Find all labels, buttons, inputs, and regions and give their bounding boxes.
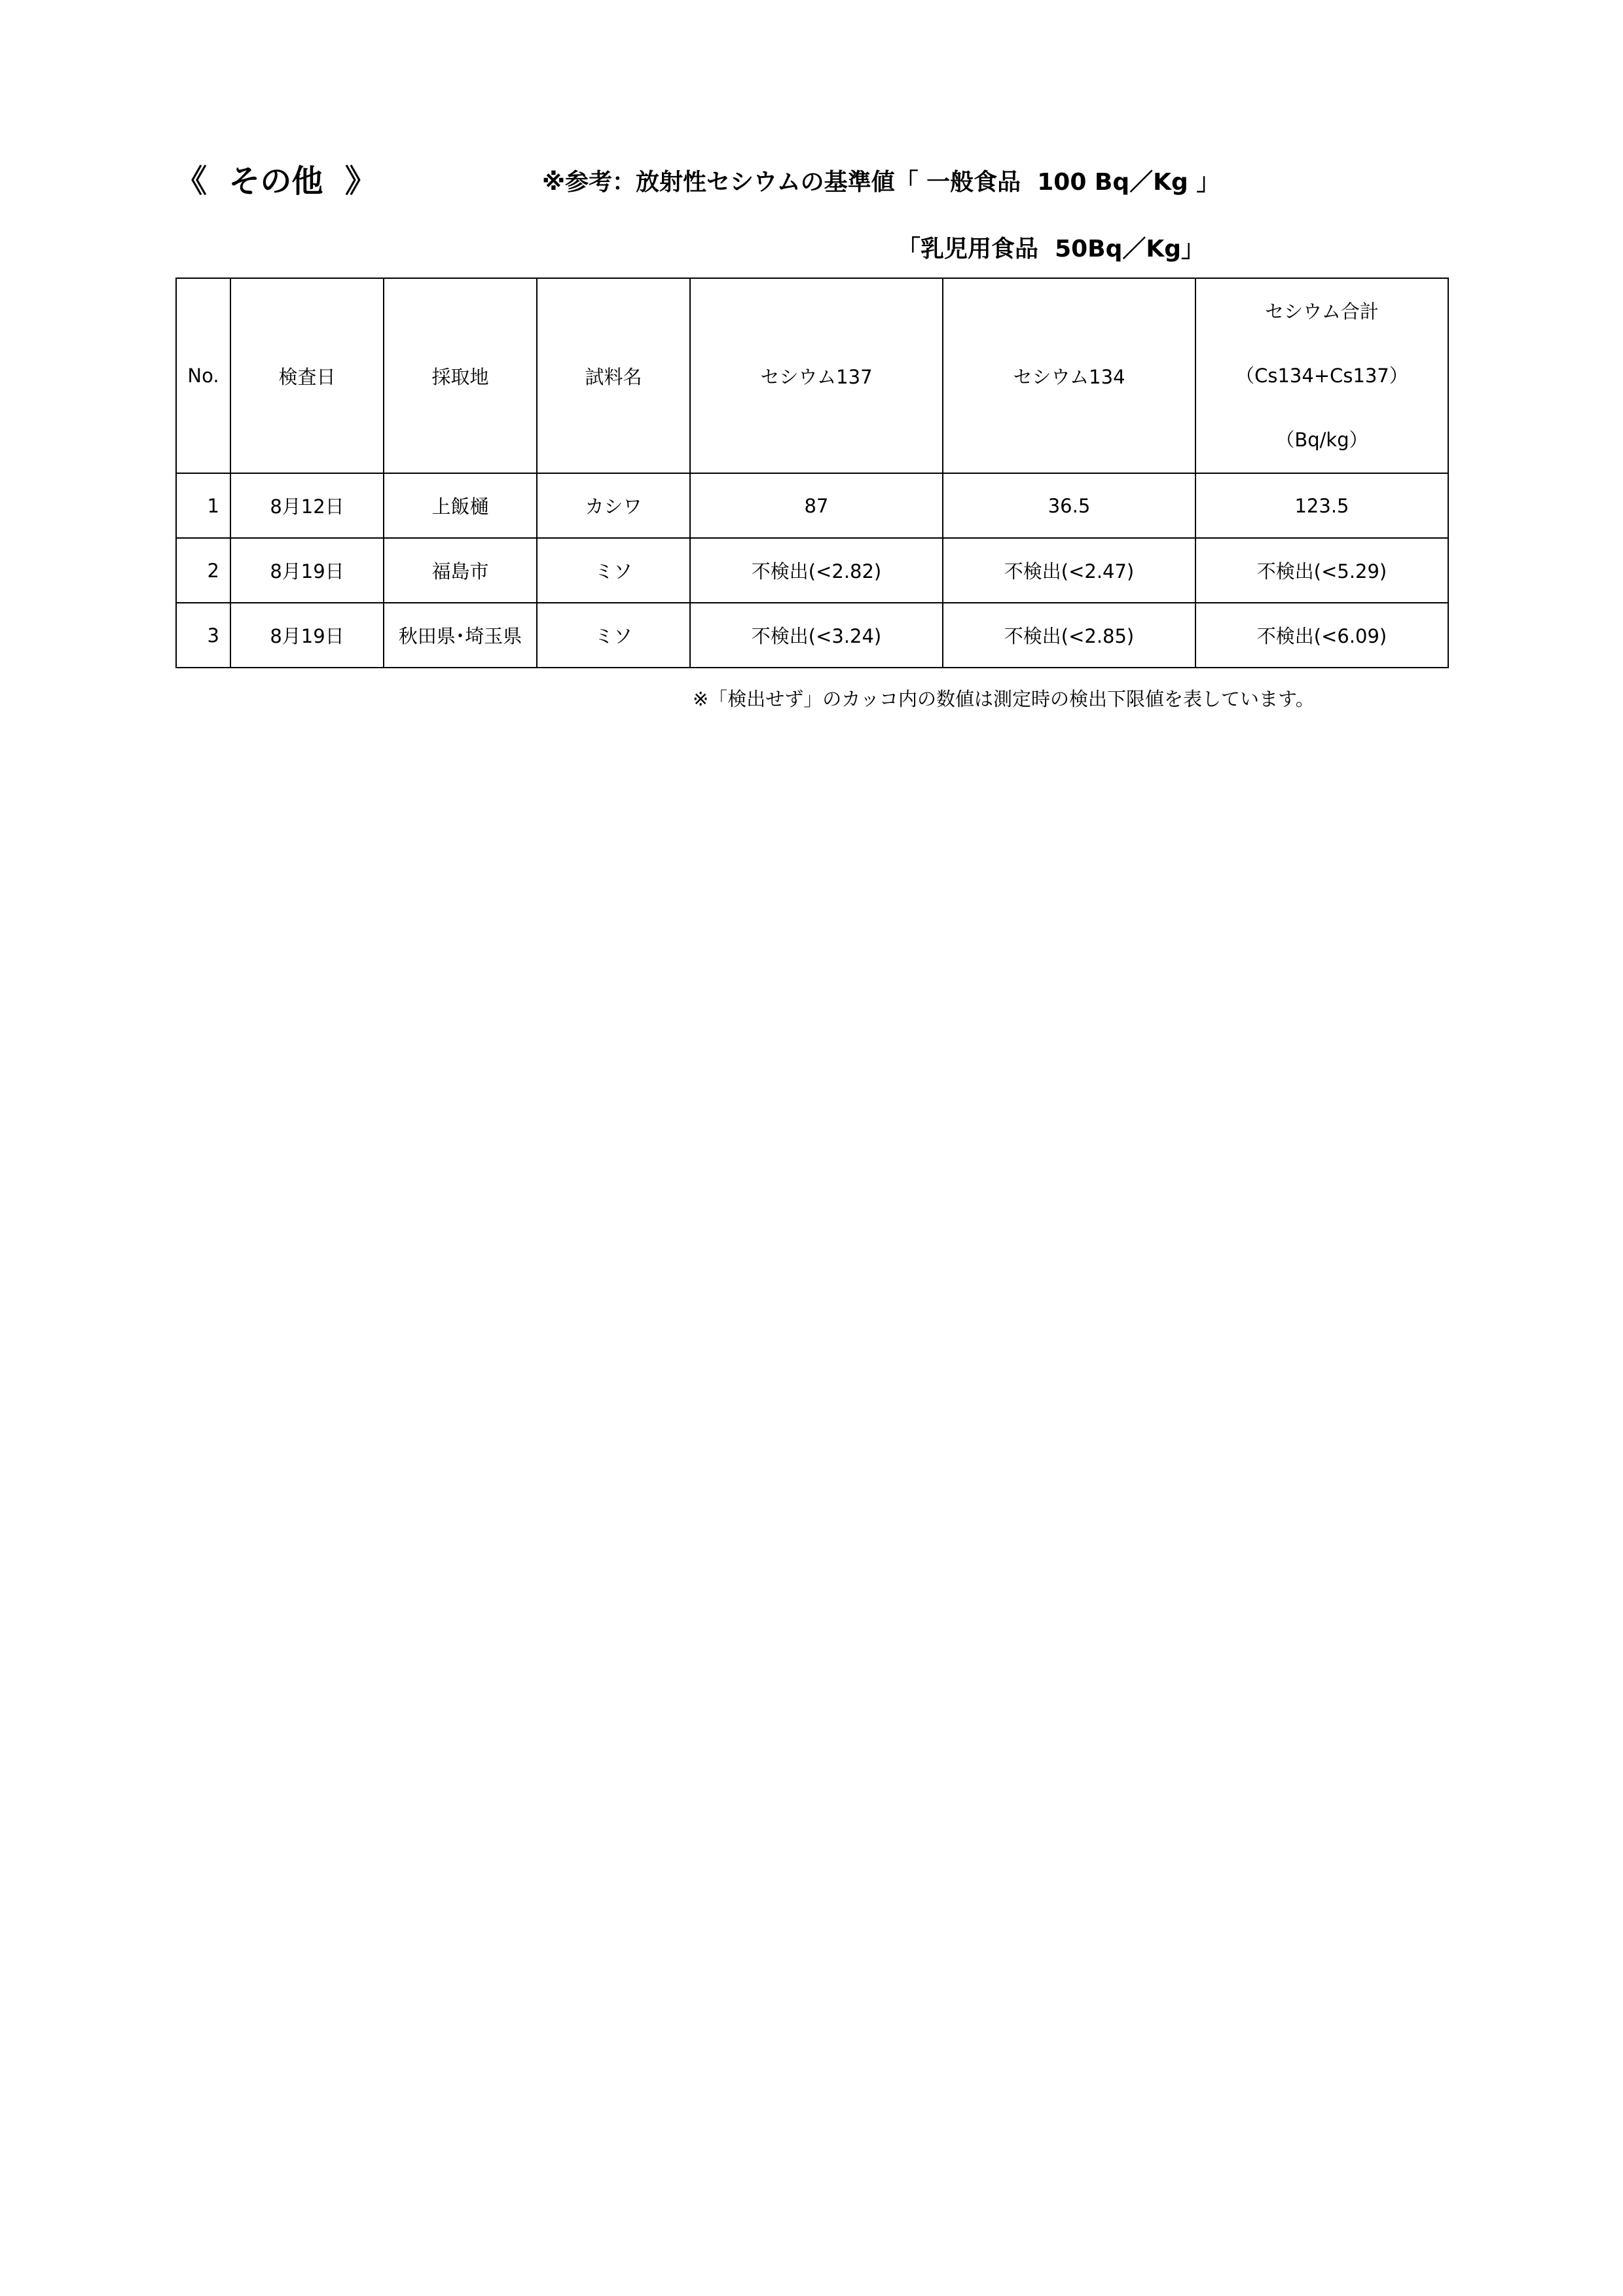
column-header-total-label: セシウム合計 bbox=[1265, 300, 1379, 323]
cell-date: 8月19日 bbox=[230, 603, 384, 668]
cell-cs134: 不検出(<2.47) bbox=[943, 538, 1195, 603]
cell-sample: ミソ bbox=[537, 538, 690, 603]
footnote: ※「検出せず」のカッコ内の数値は測定時の検出下限値を表しています。 bbox=[693, 688, 1315, 710]
cell-total: 不検出(<6.09) bbox=[1195, 603, 1448, 668]
reference-standard-infant: 「乳児用食品 50Bq／Kg」 bbox=[897, 236, 1205, 262]
results-table bbox=[175, 278, 1449, 668]
table-row bbox=[176, 538, 1448, 603]
cell-location: 福島市 bbox=[384, 538, 537, 603]
cell-total: 123.5 bbox=[1195, 473, 1448, 538]
column-header-sample: 試料名 bbox=[537, 278, 690, 473]
cell-date: 8月19日 bbox=[230, 538, 384, 603]
table-row bbox=[176, 473, 1448, 538]
cell-location: 秋田県･埼玉県 bbox=[384, 603, 537, 668]
column-header-total bbox=[1195, 278, 1448, 473]
column-header-date: 検査日 bbox=[230, 278, 384, 473]
column-header-location: 採取地 bbox=[384, 278, 537, 473]
cell-date: 8月12日 bbox=[230, 473, 384, 538]
cell-no: 1 bbox=[176, 473, 230, 538]
cell-cs137: 不検出(<2.82) bbox=[690, 538, 943, 603]
column-header-cs137: セシウム137 bbox=[690, 278, 943, 473]
cell-sample: ミソ bbox=[537, 603, 690, 668]
cell-cs134: 不検出(<2.85) bbox=[943, 603, 1195, 668]
cell-no: 3 bbox=[176, 603, 230, 668]
column-header-no: No. bbox=[176, 278, 230, 473]
column-header-total-formula: （Cs134+Cs137） bbox=[1235, 365, 1408, 387]
column-header-total-unit: （Bq/kg） bbox=[1275, 429, 1368, 451]
column-header-cs134: セシウム134 bbox=[943, 278, 1195, 473]
reference-standard-general: ※参考：放射性セシウムの基準値「 一般食品 100 Bq／Kg 」 bbox=[542, 169, 1220, 196]
cell-cs137: 不検出(<3.24) bbox=[690, 603, 943, 668]
cell-cs134: 36.5 bbox=[943, 473, 1195, 538]
table-row bbox=[176, 603, 1448, 668]
cell-location: 上飯樋 bbox=[384, 473, 537, 538]
cell-cs137: 87 bbox=[690, 473, 943, 538]
table-header-row bbox=[176, 278, 1448, 473]
cell-total: 不検出(<5.29) bbox=[1195, 538, 1448, 603]
cell-sample: カシワ bbox=[537, 473, 690, 538]
page-title: 《 その他 》 bbox=[175, 163, 376, 200]
cell-no: 2 bbox=[176, 538, 230, 603]
